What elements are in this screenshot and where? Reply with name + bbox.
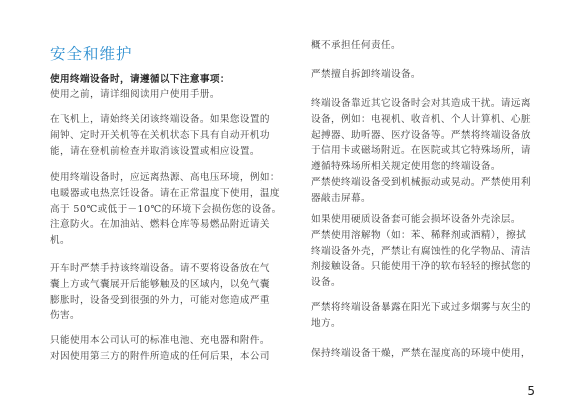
right-paragraph-4: 严禁将终端设备暴露在阳光下或过多烟雾与灰尘的 地方。 (311, 302, 531, 329)
left-paragraph-0: 使用之前，请详细阅读用户使用手册。 (50, 89, 220, 100)
left-paragraph-4: 只能使用本公司认可的标准电池、充电器和附件。 对因使用第三方的附件所造成的任何后果，本公司 (50, 335, 270, 362)
right-paragraph-3: 如果使用硬质设备套可能会损坏设备外壳涂层。 严禁使用溶解物（如：苯、稀释剂或酒精），擦拭 终端设备外壳，严禁让有腐蚀性的化学物品、清洁 剂接触设备。只能使用干净的软布轻轻的擦拭您的 设备。 (311, 214, 531, 289)
left-paragraph-3: 开车时严禁手持该终端设备。请不要将设备放在气 囊上方或气囊展开后能够触及的区域内，以免气囊 膨胀时，设备受到很强的外力，可能对您造成严重 伤害。 (50, 263, 270, 322)
lead-heading: 使用终端设备时，请遵循以下注意事项： (50, 74, 230, 85)
left-paragraph-2: 使用终端设备时，应远离热源、高电压环境，例如： 电暖器或电热烹饪设备。请在正常温度下使用，温度 高于 50℃或低于－10℃的环境下会损伤您的设备。 注意防火。在加油站、燃料仓库等易燃品附近请关 机。 (50, 172, 282, 247)
right-paragraph-5: 保持终端设备干燥，严禁在湿度高的环境中使用， (311, 348, 531, 359)
right-paragraph-0: 概不承担任何责任。 (311, 40, 401, 51)
section-title: 安全和维护 (50, 45, 133, 63)
page-number: 5 (527, 384, 535, 398)
right-paragraph-2: 终端设备靠近其它设备时会对其造成干扰。请远离 设备，例如：电视机、收音机、个人计算机、心脏 起搏器、助听器、医疗设备等。严禁将终端设备放 于信用卡或磁场附近。在医院或其它特殊场所，请 遵循特殊场所相关规定使用您的终端设备。 严禁使终端设备受到机械振动或晃动。严禁使用利 器敲击屏幕。 (311, 98, 531, 204)
left-paragraph-1: 在飞机上，请始终关闭该终端设备。如果您设置的 闹钟、定时开关机等在关机状态下具有自动开机功 能，请在登机前检查并取消该设置或相应设置。 (50, 114, 270, 157)
right-paragraph-1: 严禁擅自拆卸终端设备。 (311, 69, 421, 80)
